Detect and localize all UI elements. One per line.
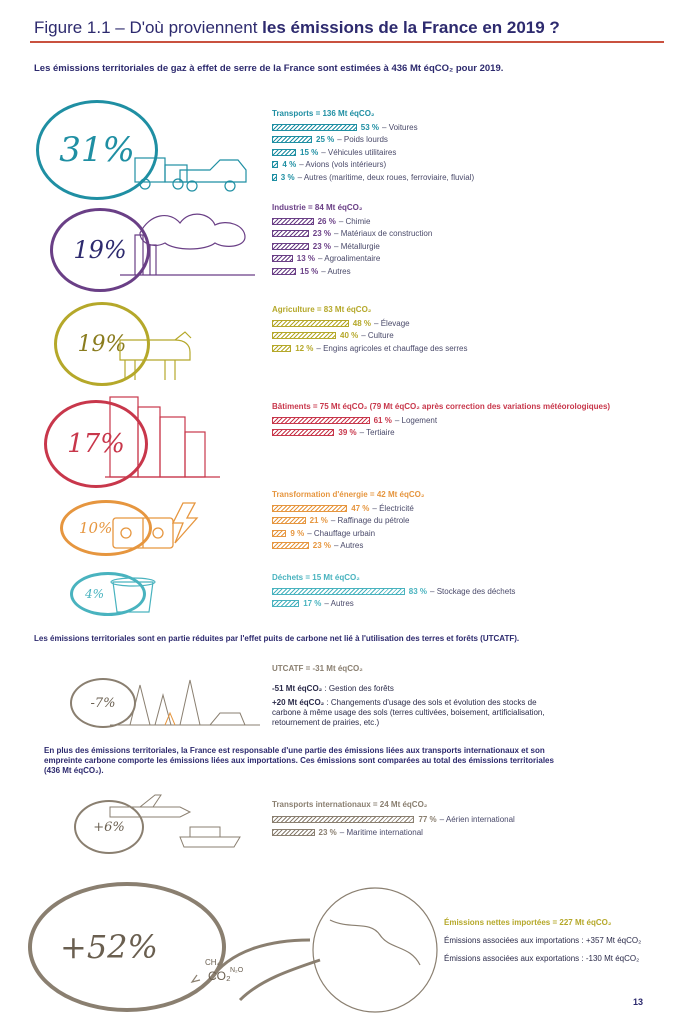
energie-bar <box>272 505 347 512</box>
batiments-title: Bâtiments = 75 Mt éqCO₂ (79 Mt éqCO₂ après correction des variations météorologiques) <box>272 402 611 411</box>
dechets-pct: 17 % <box>303 599 322 608</box>
energie-label: – Chauffage urbain <box>307 528 376 538</box>
transports-pct: 25 % <box>316 135 335 144</box>
agriculture-label: – Élevage <box>374 318 410 328</box>
international-label: – Maritime international <box>339 827 423 837</box>
batiments-item <box>272 428 395 438</box>
industrie-bar <box>272 268 296 275</box>
batiments-circle: 17% <box>44 400 148 488</box>
transports-label: – Autres (maritime, deux roues, ferroviaire, fluvial) <box>297 172 475 182</box>
dechets-item <box>272 586 515 596</box>
batiments-pct: 39 % <box>338 428 357 437</box>
industrie-title: Industrie = 84 Mt éqCO₂ <box>272 203 363 212</box>
figure-title: Figure 1.1 – D'où proviennent les émissions de la France en 2019 ? <box>34 18 560 37</box>
utcatf-intro: Les émissions territoriales sont en partie réduites par l'effet puits de carbone net lié à l'utilisation des terres et forêts (UTCATF). <box>34 634 520 643</box>
transports-item <box>272 135 388 145</box>
agriculture-item <box>272 343 467 353</box>
energie-circle: 10% <box>60 500 152 556</box>
international-bar <box>272 829 315 836</box>
dechets-label: – Stockage des déchets <box>430 586 516 596</box>
agriculture-circle: 19% <box>54 302 150 386</box>
batiments-bar <box>272 429 334 436</box>
transports-bar <box>272 161 278 168</box>
agriculture-item <box>272 318 410 328</box>
transports-bar <box>272 174 277 181</box>
utcatf-title: UTCATF = -31 Mt éqCO₂ <box>272 664 363 673</box>
agriculture-label: – Engins agricoles et chauffage des serres <box>316 343 468 353</box>
imports-line3: Émissions associées aux exportations : -130 Mt éqCO₂ <box>444 954 640 963</box>
transports-bar <box>272 136 312 143</box>
energie-item <box>272 541 363 551</box>
transports-label: – Véhicules utilitaires <box>321 147 397 157</box>
transports-item <box>272 160 386 170</box>
intro-text: Les émissions territoriales de gaz à effet de serre de la France sont estimées à 436 Mt éqCO₂ pour 2019. <box>34 63 504 74</box>
energie-label: – Électricité <box>372 503 414 513</box>
energie-pct: 21 % <box>309 516 328 525</box>
industrie-item <box>272 216 370 226</box>
utcatf-line2: +20 Mt éqCO₂ : Changements d'usage des sols et évolution des stocks de carbone à même usage des sols (terres cultivées, boisement, artificialisation, retournement de prairies, etc.) <box>272 698 545 727</box>
international-title: Transports internationaux = 24 Mt éqCO₂ <box>272 800 428 809</box>
transports-circle: 31% <box>36 100 158 200</box>
energie-item <box>272 503 414 513</box>
transports-item <box>272 172 474 182</box>
batiments-pct: 61 % <box>373 415 392 425</box>
international-pct: 77 % <box>418 814 437 824</box>
batiments-label: – Logement <box>394 415 438 425</box>
industrie-bar <box>272 218 314 225</box>
trashcan-illustration <box>105 572 165 617</box>
transports-label: – Poids lourds <box>337 135 388 144</box>
utcatf-circle: -7% <box>70 678 136 728</box>
industrie-pct: 23 % <box>312 229 332 238</box>
industrie-circle: 19% <box>50 208 150 292</box>
agriculture-pct: 40 % <box>340 331 359 340</box>
transports-bar <box>272 149 296 156</box>
international-pct: 23 % <box>318 827 337 837</box>
gas-n2o: N₂O <box>230 967 244 974</box>
energie-item <box>272 528 375 538</box>
energie-label: – Raffinage du pétrole <box>330 516 410 525</box>
imports-line2: Émissions associées aux importations : +357 Mt éqCO₂ <box>444 936 642 945</box>
transports-title: Transports = 136 Mt éqCO₂ <box>272 109 375 118</box>
international-circle: +6% <box>74 800 144 854</box>
transports-label: – Voitures <box>382 122 418 132</box>
batiments-label: – Tertiaire <box>359 428 395 437</box>
globe-illustration <box>160 880 440 1020</box>
industrie-pct: 26 % <box>317 216 336 226</box>
plane-ship-illustration <box>100 792 250 852</box>
vehicles-illustration <box>130 140 250 200</box>
dechets-title: Déchets = 15 Mt éqCO₂ <box>272 573 360 582</box>
title-rule <box>30 41 664 43</box>
industrie-bar <box>272 243 309 250</box>
industrie-bar <box>272 230 309 237</box>
forest-illustration <box>110 665 260 735</box>
energie-title: Transformation d'énergie = 42 Mt éqCO₂ <box>272 490 425 499</box>
page-number: 13 <box>632 997 643 1007</box>
energie-bar <box>272 530 286 537</box>
industrie-pct: 23 % <box>312 241 332 251</box>
energie-label: – Autres <box>334 541 364 550</box>
agriculture-item <box>272 331 394 341</box>
batiments-bar <box>272 417 370 424</box>
battery-illustration <box>108 498 218 553</box>
batiments-item <box>272 415 437 425</box>
international-intro: En plus des émissions territoriales, la France est responsable d'une partie des émissions liées aux transports internationaux et son empreinte carbone comporte les émissions liées aux importations. Ces émissions sont comparées au total des émissions territoriales (436 Mt éqCO₂). <box>44 746 554 775</box>
transports-pct: 15 % <box>300 147 319 157</box>
agriculture-pct: 48 % <box>352 318 372 328</box>
industrie-pct: 13 % <box>296 254 316 263</box>
industrie-bar <box>272 255 293 262</box>
transports-pct: 4 % <box>282 160 297 169</box>
energie-item <box>272 516 409 526</box>
industrie-item <box>272 266 351 276</box>
energie-pct: 47 % <box>351 503 370 513</box>
dechets-bar <box>272 600 299 607</box>
dechets-pct: 83 % <box>408 586 428 596</box>
agriculture-label: – Culture <box>361 331 394 340</box>
factory-illustration <box>115 205 265 280</box>
dechets-bar <box>272 588 405 595</box>
industrie-item <box>272 229 432 239</box>
international-item <box>272 814 515 824</box>
industrie-label: – Métallurgie <box>334 241 380 251</box>
buildings-illustration <box>105 392 225 482</box>
agriculture-bar <box>272 320 349 327</box>
international-item <box>272 827 423 837</box>
transports-label: – Avions (vols intérieurs) <box>299 160 387 169</box>
industrie-label: – Matériaux de construction <box>334 229 433 238</box>
agriculture-pct: 12 % <box>295 343 314 353</box>
gas-co2: CO₂ <box>208 969 231 983</box>
gas-ch4: CH₄ <box>205 958 220 967</box>
industrie-item <box>272 241 380 251</box>
cow-illustration <box>110 325 200 385</box>
industrie-label: – Autres <box>321 266 351 276</box>
agriculture-title: Agriculture = 83 Mt éqCO₂ <box>272 305 372 314</box>
imports-circle: +52% <box>28 882 226 1012</box>
transports-item <box>272 122 418 132</box>
dechets-circle: 4% <box>70 572 146 616</box>
industrie-label: – Chimie <box>338 216 371 226</box>
agriculture-bar <box>272 345 291 352</box>
utcatf-line1: -51 Mt éqCO₂ : Gestion des forêts <box>272 684 394 693</box>
transports-item <box>272 147 396 157</box>
energie-bar <box>272 542 309 549</box>
industrie-label: – Agroalimentaire <box>318 254 381 263</box>
energie-bar <box>272 517 306 524</box>
transports-pct: 3 % <box>280 172 295 182</box>
transports-bar <box>272 124 357 131</box>
international-bar <box>272 816 414 823</box>
dechets-label: – Autres <box>324 599 354 608</box>
industrie-pct: 15 % <box>300 266 319 276</box>
energie-pct: 23 % <box>312 541 332 550</box>
dechets-item <box>272 599 354 609</box>
energie-pct: 9 % <box>290 528 305 538</box>
international-label: – Aérien international <box>439 814 515 824</box>
transports-pct: 53 % <box>360 122 380 132</box>
agriculture-bar <box>272 332 336 339</box>
imports-title: Émissions nettes importées = 227 Mt éqCO₂ <box>444 918 612 927</box>
industrie-item <box>272 254 380 264</box>
